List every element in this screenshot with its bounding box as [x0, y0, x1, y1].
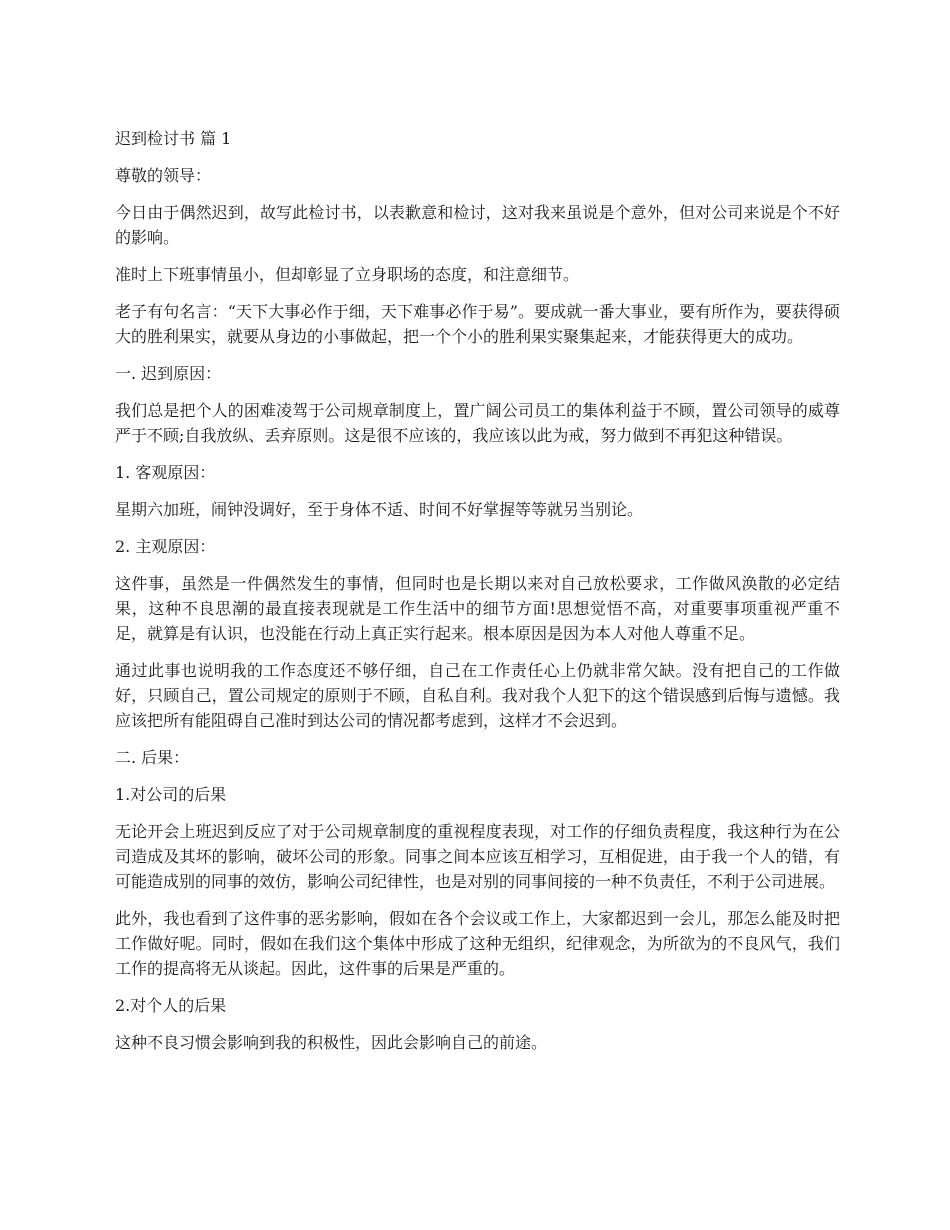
subheading-personal-consequences: 2.对个人的后果 [115, 996, 227, 1015]
document-title: 迟到检讨书 篇 1 [115, 129, 232, 148]
paragraph-objective: 星期六加班，闹钟没调好，至于身体不适、时间不好掌握等等就另当别论。 [115, 500, 644, 519]
section-heading-consequences: 二. 后果： [115, 748, 190, 767]
paragraph-subjective: 这件事，虽然是一件偶然发生的事情，但同时也是长期以来对自己放松要求，工作做风涣散的必定结果，这种不良思潮的最直接表现就是工作生活中的细节方面!思想觉悟不高，对重要事项重视严重不足，就算是有认识，也没能在行动上真正实行起来。根本原因是因为本人对他人尊重不足。 [115, 574, 840, 643]
paragraph-punctuality: 准时上下班事情虽小，但却彰显了立身职场的态度，和注意细节。 [115, 265, 580, 284]
document-body [115, 126, 840, 1067]
paragraph-further-impact: 此外，我也看到了这件事的恶劣影响，假如在各个会议或工作上，大家都迟到一会儿，那怎么能及时把工作做好呢。同时，假如在我们这个集体中形成了这种无组织，纪律观念，为所欲为的不良风气，我们工作的提高将无从谈起。因此，这件事的后果是严重的。 [115, 909, 840, 978]
paragraph-intro: 今日由于偶然迟到，故写此检讨书，以表歉意和检讨，这对我来虽说是个意外，但对公司来说是个不好的影响。 [115, 203, 840, 247]
subheading-subjective: 2. 主观原因： [115, 537, 216, 556]
paragraph-quote: 老子有句名言：“天下大事必作于细，天下难事必作于易”。要成就一番大事业，要有所作为，要获得硕大的胜利果实，就要从身边的小事做起，把一个个小的胜利果实聚集起来，才能获得更大的成功。 [115, 302, 840, 346]
paragraph-personal-consequences: 这种不良习惯会影响到我的积极性，因此会影响自己的前途。 [115, 1033, 548, 1052]
salutation: 尊敬的领导： [115, 166, 212, 185]
paragraph-reasons: 我们总是把个人的困难凌驾于公司规章制度上，置广阔公司员工的集体利益于不顾，置公司领导的威尊严于不顾;自我放纵、丢弃原则。这是很不应该的，我应该以此为戒，努力做到不再犯这种错误。 [115, 401, 840, 445]
section-heading-reasons: 一. 迟到原因： [115, 364, 222, 383]
paragraph-company-consequences: 无论开会上班迟到反应了对于公司规章制度的重视程度表现，对工作的仔细负责程度，我这种行为在公司造成及其坏的影响，破坏公司的形象。同事之间本应该互相学习，互相促进，由于我一个人的错，有可能造成别的同事的效仿，影响公司纪律性，也是对别的同事间接的一种不负责任，不利于公司进展。 [115, 822, 840, 891]
subheading-company-consequences: 1.对公司的后果 [115, 785, 227, 804]
paragraph-attitude: 通过此事也说明我的工作态度还不够仔细，自己在工作责任心上仍就非常欠缺。没有把自己的工作做好，只顾自己，置公司规定的原则于不顾，自私自利。我对我个人犯下的这个错误感到后悔与遗憾。我应该把所有能阻碍自己准时到达公司的情况都考虑到，这样才不会迟到。 [115, 661, 840, 730]
subheading-objective: 1. 客观原因： [115, 463, 216, 482]
